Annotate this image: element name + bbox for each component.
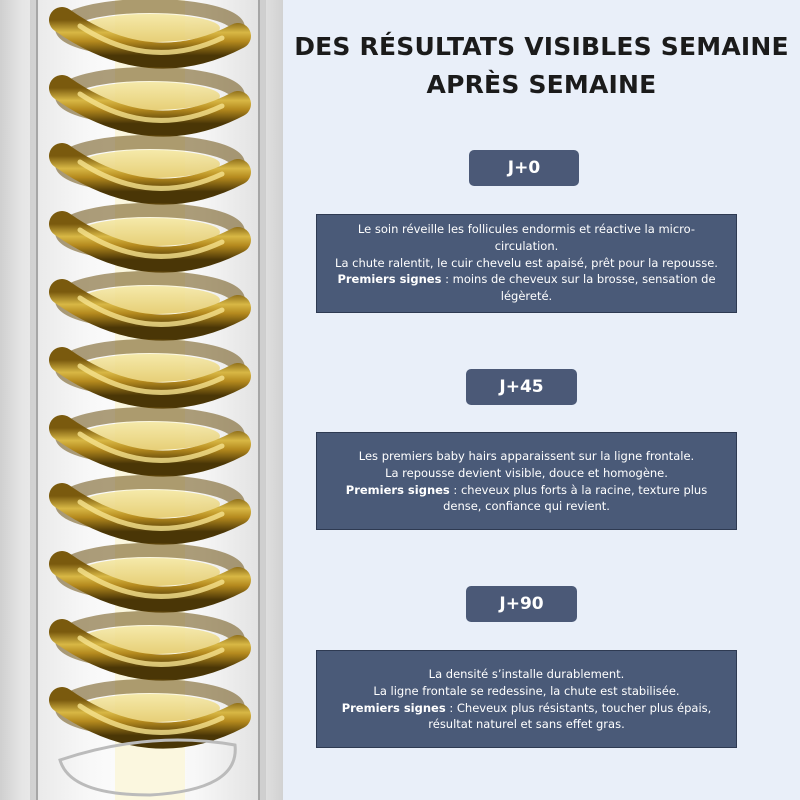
step-box-90 <box>316 650 737 748</box>
step-0-line-1: Le soin réveille les follicules endormis et réactive la micro-circulation. <box>357 222 696 253</box>
step-90-signs <box>327 700 726 734</box>
step-45-signs-label: Premiers signes <box>345 482 450 497</box>
step-45-line-2: La repousse devient visible, douce et homogène. <box>385 465 668 480</box>
step-0-line-2: La chute ralentit, le cuir chevelu est apaisé, prêt pour la repousse. <box>335 255 718 270</box>
step-0-signs <box>327 271 726 305</box>
step-45-signs-text: : cheveux plus forts à la racine, texture plus dense, confiance qui revient. <box>443 482 708 514</box>
title-line-2: APRÈS SEMAINE <box>426 70 657 99</box>
page-title <box>283 28 800 104</box>
step-box-0 <box>316 214 737 313</box>
day-badge-45: J+45 <box>466 369 577 405</box>
step-90-line-1: La densité s’installe durablement. <box>428 667 625 681</box>
title-line-1: DES RÉSULTATS VISIBLES SEMAINE <box>294 32 789 61</box>
step-90-signs-text: : Cheveux plus résistants, toucher plus épais, résultat naturel et sans effet gras. <box>428 700 712 732</box>
step-45-signs <box>327 482 726 516</box>
day-badge-0: J+0 <box>469 150 579 186</box>
step-90-line-2: La ligne frontale se redessine, la chute est stabilisée. <box>373 683 680 698</box>
step-0-signs-text: : moins de cheveux sur la brosse, sensation de légèreté. <box>441 272 716 304</box>
step-box-45 <box>316 432 737 530</box>
oil-spiral-tube-image <box>0 0 283 800</box>
step-0-signs-label: Premiers signes <box>337 272 442 287</box>
spiral-illustration <box>0 0 283 800</box>
day-badge-90: J+90 <box>466 586 577 622</box>
step-90-signs-label: Premiers signes <box>341 700 446 715</box>
step-45-line-1: Les premiers baby hairs apparaissent sur la ligne frontale. <box>358 449 695 463</box>
